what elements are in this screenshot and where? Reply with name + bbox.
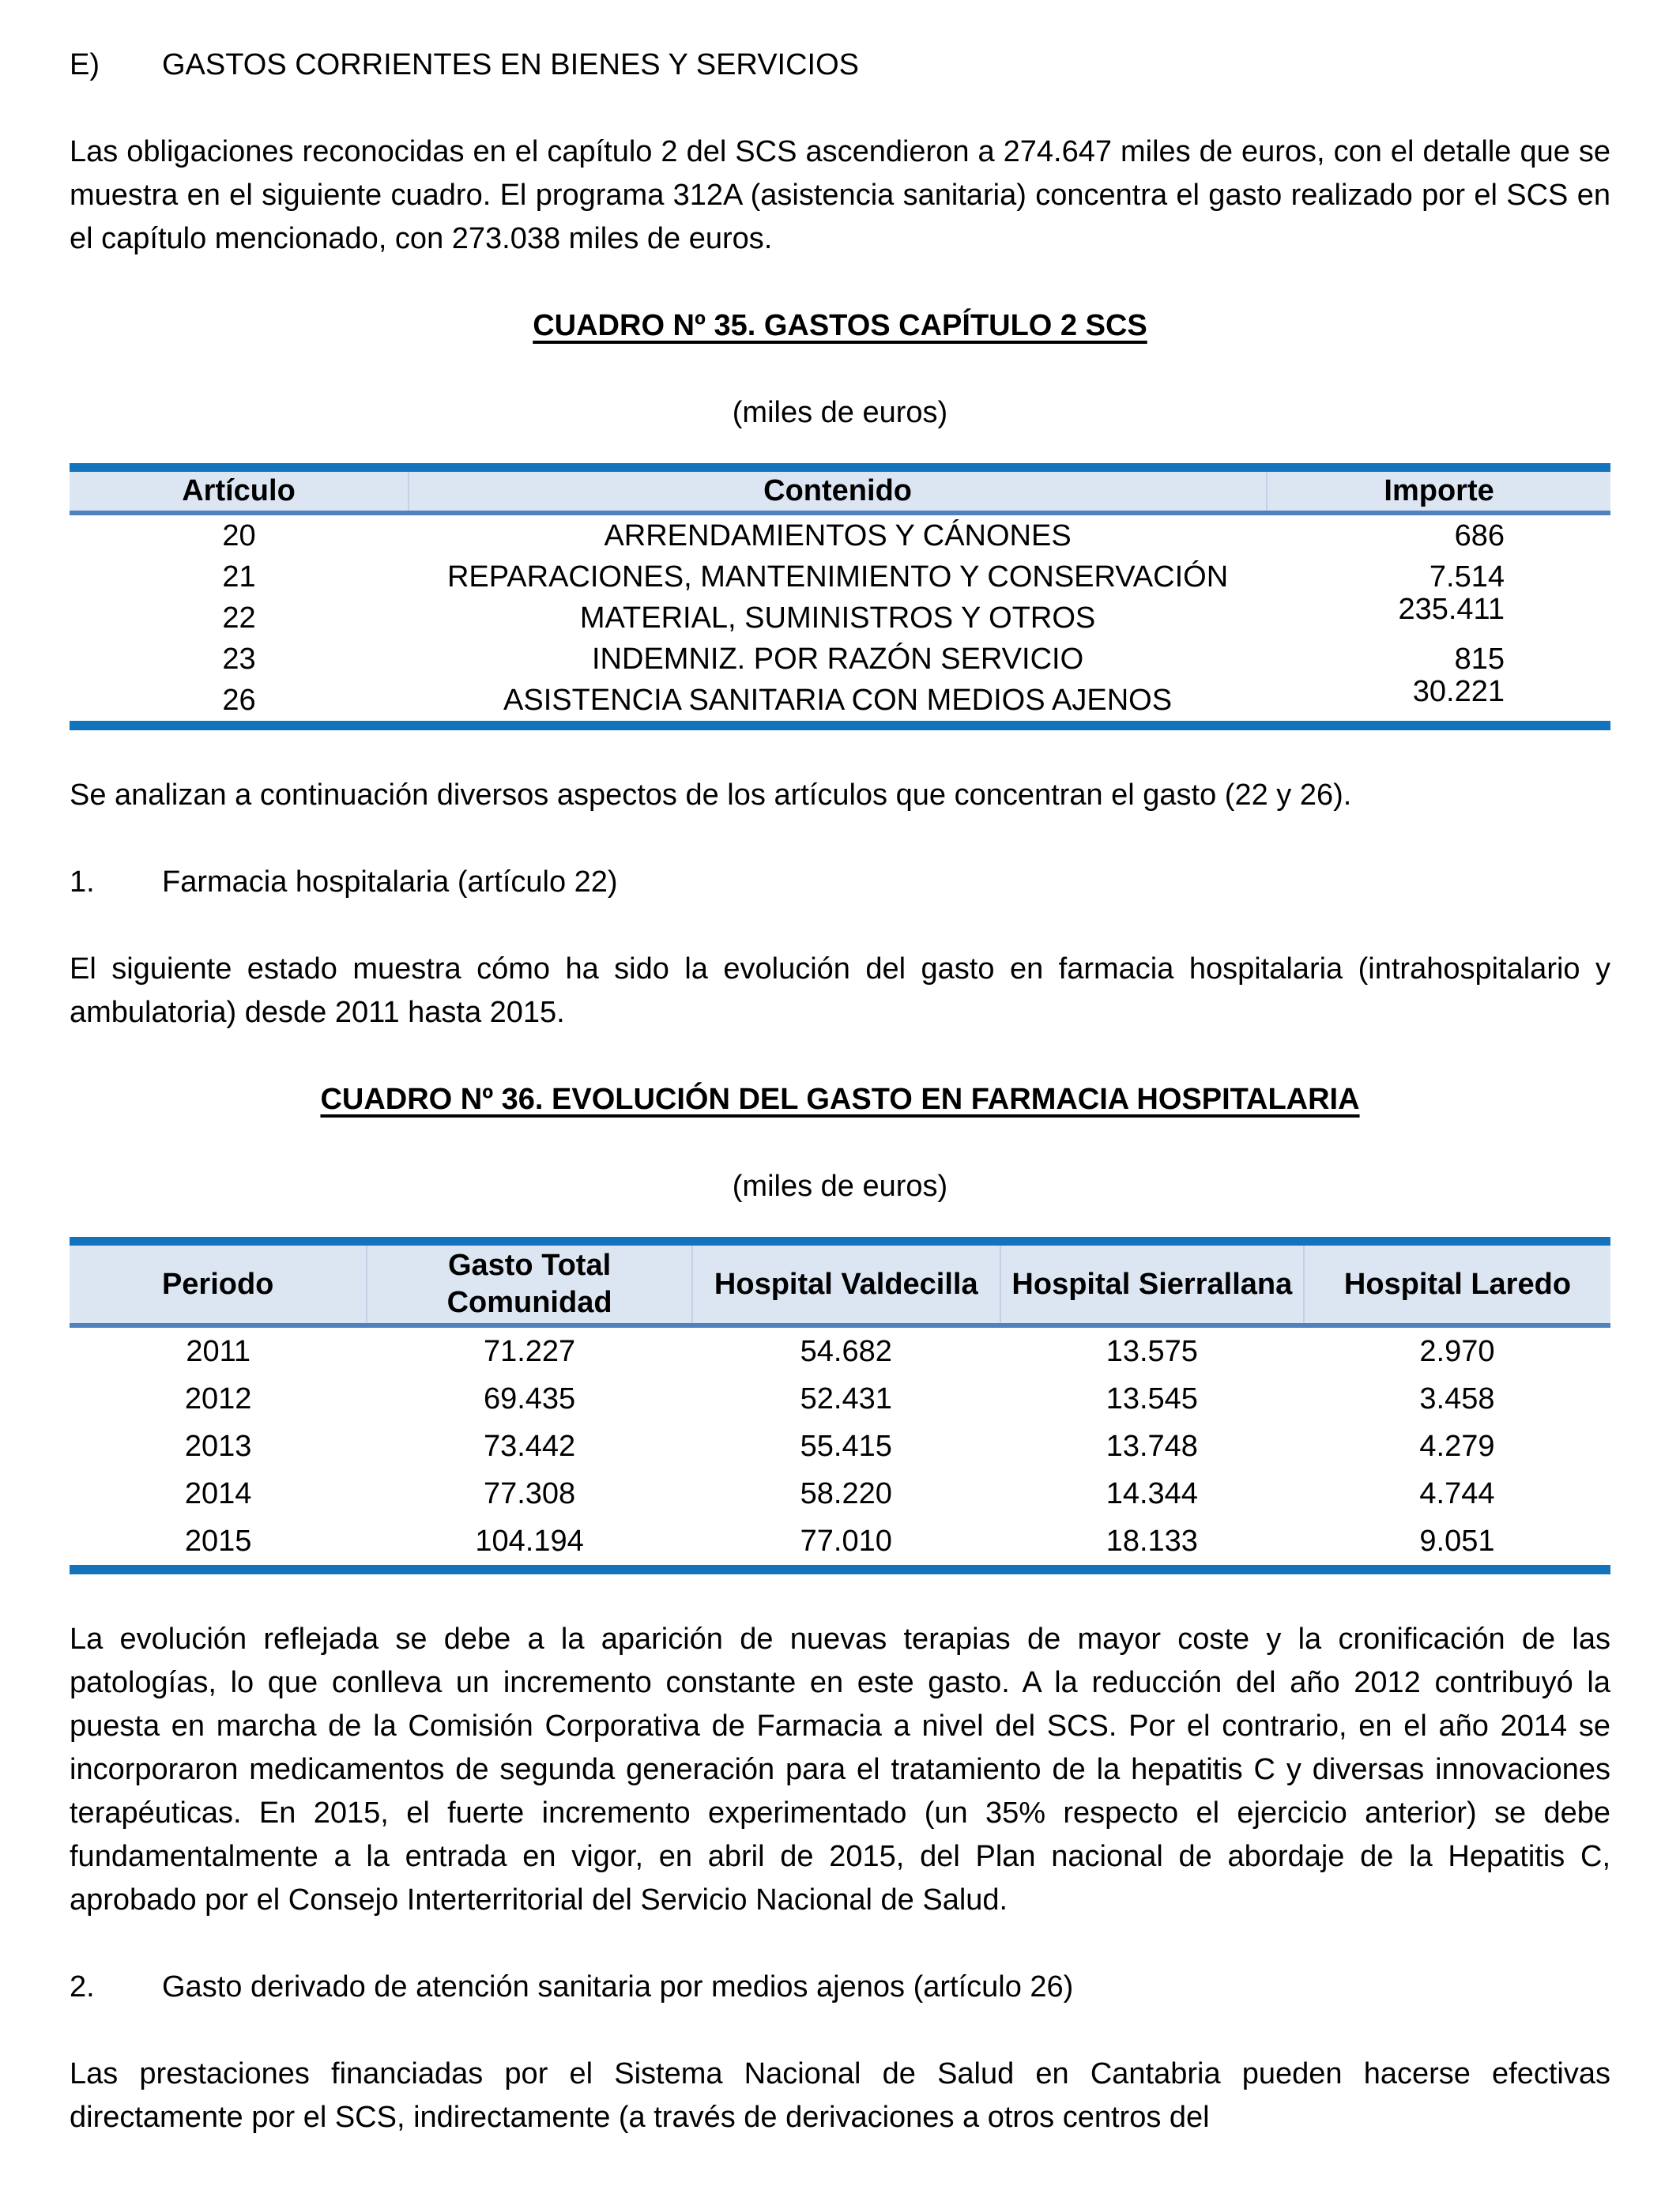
cell-gasto-total: 71.227 [483, 1335, 576, 1368]
paragraph-intro: Las obligaciones reconocidas en el capítulo 2 del SCS ascendieron a 274.647 miles de euros, con el detalle que se muestra en el siguiente cuadro. El programa 312A (asistencia sanitaria) concentra el gasto realizado por el SCS en el capítulo mencionado, con 273.038 miles de euros. [70, 135, 1610, 255]
cell-laredo: 4.744 [1419, 1477, 1495, 1510]
table-header-row [70, 468, 1610, 514]
cell-laredo: 2.970 [1419, 1335, 1495, 1368]
cell-valdecilla: 58.220 [800, 1477, 892, 1510]
cuadro35-unit: (miles de euros) [732, 396, 948, 429]
cell-articulo: 26 [70, 680, 409, 726]
cuadro36-title: CUADRO Nº 36. EVOLUCIÓN DEL GASTO EN FARMACIA HOSPITALARIA [320, 1083, 1360, 1116]
cell-importe [1267, 675, 1610, 726]
table-row [70, 1517, 1610, 1570]
cell-gasto-total: 69.435 [483, 1382, 576, 1416]
cell-articulo: 23 [222, 643, 256, 676]
cell-sierrallana: 13.748 [1106, 1430, 1198, 1463]
cell-laredo: 4.279 [1419, 1430, 1495, 1463]
cell-contenido: ASISTENCIA SANITARIA CON MEDIOS AJENOS [409, 680, 1267, 726]
cell-importe [1267, 593, 1610, 639]
cell-contenido: ARRENDAMIENTOS Y CÁNONES [604, 519, 1072, 552]
cell-contenido: MATERIAL, SUMINISTROS Y OTROS [579, 601, 1096, 635]
table-row [70, 598, 1610, 639]
section-title: GASTOS CORRIENTES EN BIENES Y SERVICIOS [162, 48, 859, 81]
cell-articulo: 20 [222, 519, 256, 552]
cuadro36-table [70, 1237, 1610, 1574]
header-cell-sierrallana: Hospital Sierrallana [1000, 1242, 1304, 1326]
header-cell-periodo: Periodo [70, 1242, 367, 1326]
cell-laredo: 9.051 [1304, 1517, 1610, 1570]
heading2-text: Gasto derivado de atención sanitaria por medios ajenos (artículo 26) [162, 1970, 1074, 2004]
table-row [70, 556, 1610, 598]
cell-contenido: INDEMNIZ. POR RAZÓN SERVICIO [592, 643, 1084, 676]
header-cell-gasto-total: Gasto Total Comunidad [367, 1242, 691, 1326]
table-row [70, 513, 1610, 556]
header-cell-importe: Importe [1267, 468, 1610, 514]
cell-periodo: 2014 [184, 1477, 252, 1510]
header-cell-contenido: Contenido [409, 468, 1267, 514]
cell-periodo: 2013 [184, 1430, 252, 1463]
cell-importe: 815 [1454, 643, 1505, 676]
cell-sierrallana: 18.133 [1000, 1517, 1304, 1570]
cell-gasto-total: 104.194 [367, 1517, 691, 1570]
table-header-row [70, 1242, 1610, 1326]
cell-gasto-total: 73.442 [483, 1430, 576, 1463]
heading1-text: Farmacia hospitalaria (artículo 22) [162, 865, 618, 899]
cell-gasto-total: 77.308 [483, 1477, 576, 1510]
cell-contenido: REPARACIONES, MANTENIMIENTO Y CONSERVACIÓN [446, 560, 1229, 594]
cell-articulo: 22 [222, 601, 256, 635]
cell-valdecilla: 54.682 [800, 1335, 892, 1368]
table-row [70, 639, 1610, 680]
cuadro35-title: CUADRO Nº 35. GASTOS CAPÍTULO 2 SCS [533, 309, 1147, 342]
header-cell-laredo: Hospital Laredo [1304, 1242, 1610, 1326]
heading1-number: 1. [70, 865, 95, 899]
table-row [70, 1375, 1610, 1423]
cell-periodo: 2011 [186, 1335, 251, 1368]
table-row [70, 1325, 1610, 1375]
cell-valdecilla: 55.415 [800, 1430, 892, 1463]
table-row [70, 1470, 1610, 1517]
cell-importe-value: 235.411 [1398, 593, 1505, 626]
header-cell-valdecilla: Hospital Valdecilla [692, 1242, 1000, 1326]
cell-importe: 7.514 [1429, 560, 1505, 594]
cell-laredo: 3.458 [1419, 1382, 1495, 1416]
cuadro36-unit: (miles de euros) [732, 1170, 948, 1203]
cuadro35-table [70, 463, 1610, 730]
header-cell-articulo: Artículo [70, 468, 409, 514]
cell-importe: 686 [1454, 519, 1505, 552]
paragraph-evolution: La evolución reflejada se debe a la aparición de nuevas terapias de mayor coste y la cronificación de las patologías, lo que conlleva un incremento constante en este gasto. A la reducción del año 2012 contribuyó la puesta en marcha de la Comisión Corporativa de Farmacia a nivel del SCS. Por el contrario, en el año 2014 se incorporaron medicamentos de segunda generación para el tratamiento de la hepatitis C y diversas innovaciones terapéuticas. En 2015, el fuerte incremento experimentado (un 35% respecto el ejercicio anterior) se debe fundamentalmente a la entrada en vigor, en abril de 2015, del Plan nacional de abordaje de la Hepatitis C, aprobado por el Consejo Interterritorial del Servicio Nacional de Salud. [70, 1623, 1610, 1917]
cell-sierrallana: 13.575 [1106, 1335, 1198, 1368]
cell-valdecilla: 77.010 [692, 1517, 1000, 1570]
paragraph-closing: Las prestaciones financiadas por el Sistema Nacional de Salud en Cantabria pueden hacerse efectivas directamente por el SCS, indirectamente (a través de derivaciones a otros centros del [70, 2057, 1610, 2134]
cell-sierrallana: 14.344 [1106, 1477, 1198, 1510]
numbered-heading-2 [70, 1966, 1610, 2009]
section-label: E) [70, 48, 100, 81]
cell-valdecilla: 52.431 [800, 1382, 892, 1416]
table-row [70, 680, 1610, 726]
cell-periodo: 2012 [184, 1382, 252, 1416]
table-row [70, 1423, 1610, 1470]
section-heading [70, 43, 1610, 87]
heading2-number: 2. [70, 1970, 95, 2004]
paragraph-analysis: Se analizan a continuación diversos aspectos de los artículos que concentran el gasto (22 y 26). [70, 778, 1352, 812]
cell-sierrallana: 13.545 [1106, 1382, 1198, 1416]
paragraph-pharmacy-intro: El siguiente estado muestra cómo ha sido la evolución del gasto en farmacia hospitalaria (intrahospitalario y ambulatoria) desde 2011 hasta 2015. [70, 952, 1610, 1029]
cell-importe-value: 30.221 [1412, 675, 1505, 708]
numbered-heading-1 [70, 861, 1610, 904]
cell-periodo: 2015 [70, 1517, 367, 1570]
cell-articulo: 21 [222, 560, 256, 594]
